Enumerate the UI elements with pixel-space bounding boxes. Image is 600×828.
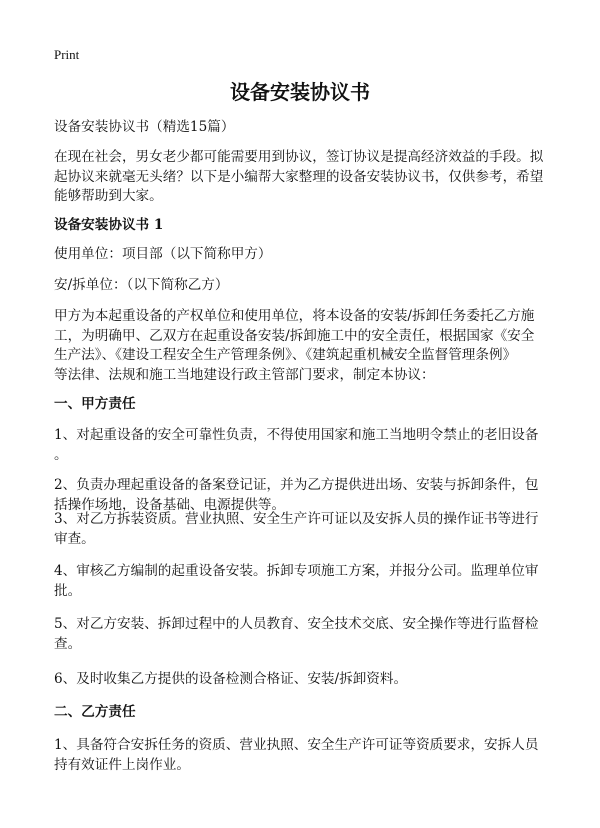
paragraph <box>54 426 554 465</box>
text-line: 安/拆单位：（以下简称乙方） <box>54 277 229 293</box>
paragraph <box>54 736 554 775</box>
text-line: 括操作场地，设备基础、电源提供等。 <box>54 496 286 513</box>
text-line: 。 <box>54 446 68 463</box>
paragraph <box>54 307 554 385</box>
document-subtitle <box>54 118 554 138</box>
paragraph <box>54 615 554 654</box>
text-line: 工，为明确甲、乙双方在起重设备安装/拆卸施工中的安全责任，根据国家《安全 <box>54 327 535 344</box>
paragraph <box>54 245 554 265</box>
text-line: 1、对起重设备的安全可靠性负责，不得使用国家和施工当地明令禁止的老旧设备 <box>54 427 539 443</box>
text-line: 4、审核乙方编制的起重设备安装。拆卸专项施工方案，并报分公司。监理单位审 <box>54 563 539 579</box>
text-line: 使用单位：项目部（以下简称甲方） <box>54 246 272 262</box>
print-link[interactable]: Print <box>54 47 80 62</box>
text-line: 5、对乙方安装、拆卸过程中的人员教育、安全技术交底、安全操作等进行监督检 <box>54 616 539 632</box>
paragraph <box>54 562 554 601</box>
text-line: 持有效证件上岗作业。 <box>54 756 190 773</box>
text-line: 设备安装协议书（精选15篇） <box>54 119 235 135</box>
text-line: 批。 <box>54 582 82 599</box>
text-line: 一、甲方责任 <box>54 396 136 412</box>
paragraph <box>54 276 554 296</box>
document-title: 设备安装协议书 <box>230 80 370 104</box>
text-line: 设备安装协议书 1 <box>54 217 164 233</box>
text-line: 二、乙方责任 <box>54 704 136 720</box>
text-line: 2、负责办理起重设备的备案登记证，并为乙方提供进出场、安装与拆卸条件，包 <box>54 477 539 493</box>
text-line: 审查。 <box>54 530 95 547</box>
paragraph <box>54 510 554 549</box>
text-line: 起协议来就毫无头绪？以下是小编帮大家整理的设备安装协议书，仅供参考，希望 <box>54 168 544 185</box>
text-line: 等法律、法规和施工当地建设行政主管部门要求，制定本协议： <box>54 366 435 383</box>
section-heading <box>54 216 554 236</box>
section-heading <box>54 395 554 415</box>
text-line: 3、对乙方拆装资质。营业执照、安全生产许可证以及安拆人员的操作证书等进行 <box>54 511 539 527</box>
text-line: 甲方为本起重设备的产权单位和使用单位，将本设备的安装/拆卸任务委托乙方施 <box>54 308 535 324</box>
text-line: 6、及时收集乙方提供的设备检测合格证、安装/拆卸资料。 <box>54 671 408 687</box>
section-heading <box>54 703 554 723</box>
text-line: 能够帮助到大家。 <box>54 188 163 204</box>
text-line: 查。 <box>54 635 82 652</box>
paragraph <box>54 670 554 690</box>
text-line: 1、具备符合安拆任务的资质、营业执照、安全生产许可证等资质要求，安拆人员 <box>54 737 539 753</box>
paragraph <box>54 148 554 207</box>
text-line: 生产法》、《建设工程安全生产管理条例》、《建筑起重机械安全监督管理条例》 <box>54 347 517 363</box>
text-line: 在现在社会，男女老少都可能需要用到协议，签订协议是提高经济效益的手段。拟 <box>54 149 544 165</box>
